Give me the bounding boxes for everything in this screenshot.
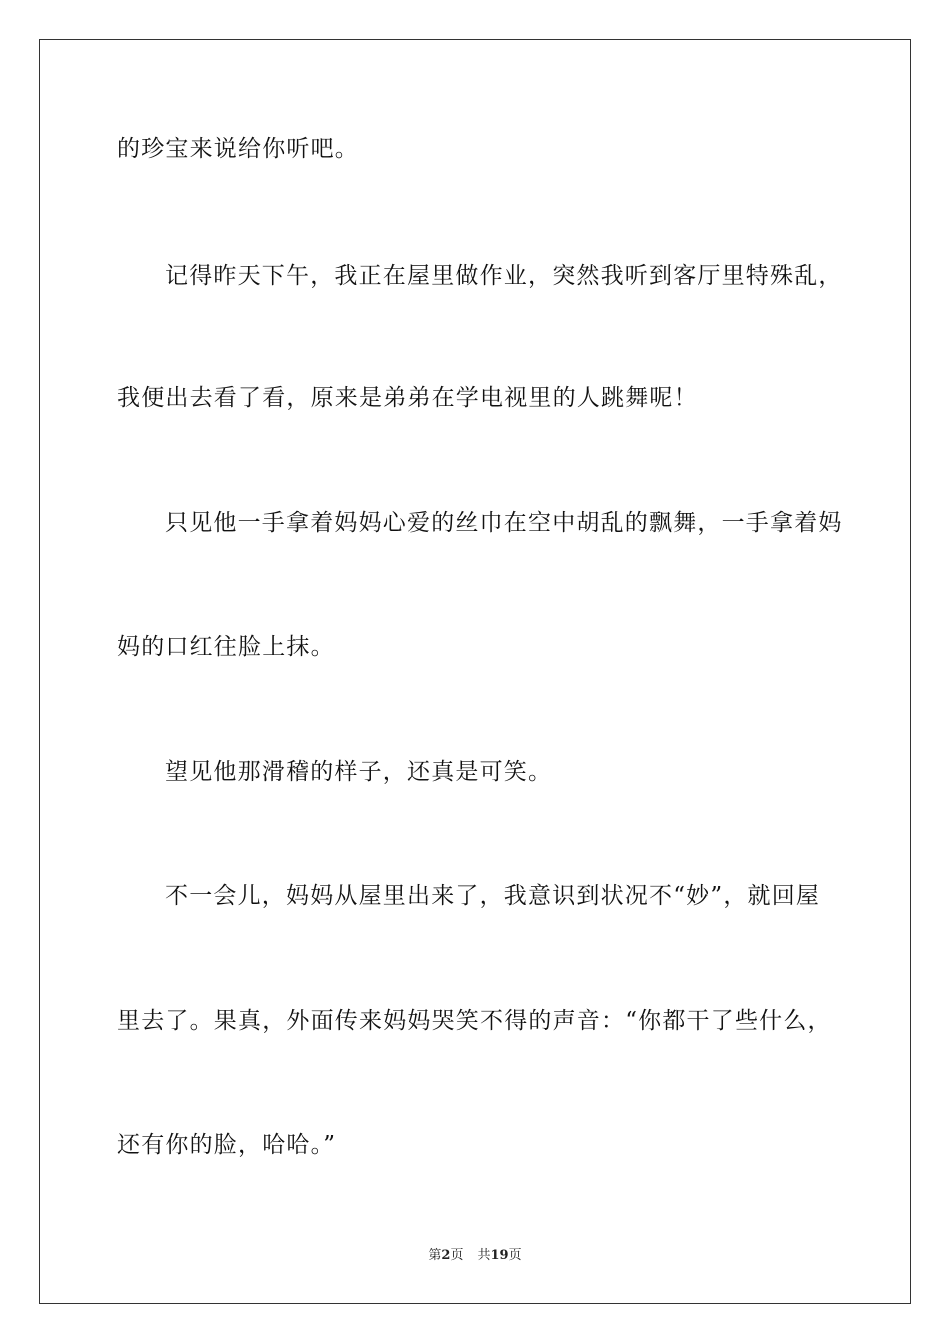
paragraph-1-line-1: 记得昨天下午，我正在屋里做作业，突然我听到客厅里特殊乱， (165, 263, 843, 289)
total-suffix: 页 (508, 1248, 522, 1263)
page-border (39, 39, 911, 1304)
paragraph-4-line-1: 不一会儿，妈妈从屋里出来了，我意识到状况不“妙”，就回屋 (165, 883, 821, 909)
paragraph-4-line-2: 里去了。果真，外面传来妈妈哭笑不得的声音：“你都干了些什么， (117, 1008, 832, 1034)
paragraph-1-line-2: 我便出去看了看，原来是弟弟在学电视里的人跳舞呢！ (117, 385, 698, 411)
total-prefix: 共 (477, 1248, 491, 1263)
total-pages: 19 (490, 1248, 509, 1263)
page-footer (0, 1247, 950, 1265)
paragraph-4-line-3: 还有你的脸，哈哈。” (117, 1132, 337, 1158)
paragraph-2-line-2: 妈的口红往脸上抹。 (117, 634, 335, 660)
paragraph-2-line-1: 只见他一手拿着妈妈心爱的丝巾在空中胡乱的飘舞，一手拿着妈 (165, 510, 843, 536)
page-number: 2 (441, 1248, 451, 1263)
paragraph-3-line-1: 望见他那滑稽的样子，还真是可笑。 (165, 759, 553, 785)
page-prefix: 第 (428, 1248, 442, 1263)
text-line-1: 的珍宝来说给你听吧。 (117, 136, 359, 162)
page-suffix: 页 (450, 1248, 464, 1263)
